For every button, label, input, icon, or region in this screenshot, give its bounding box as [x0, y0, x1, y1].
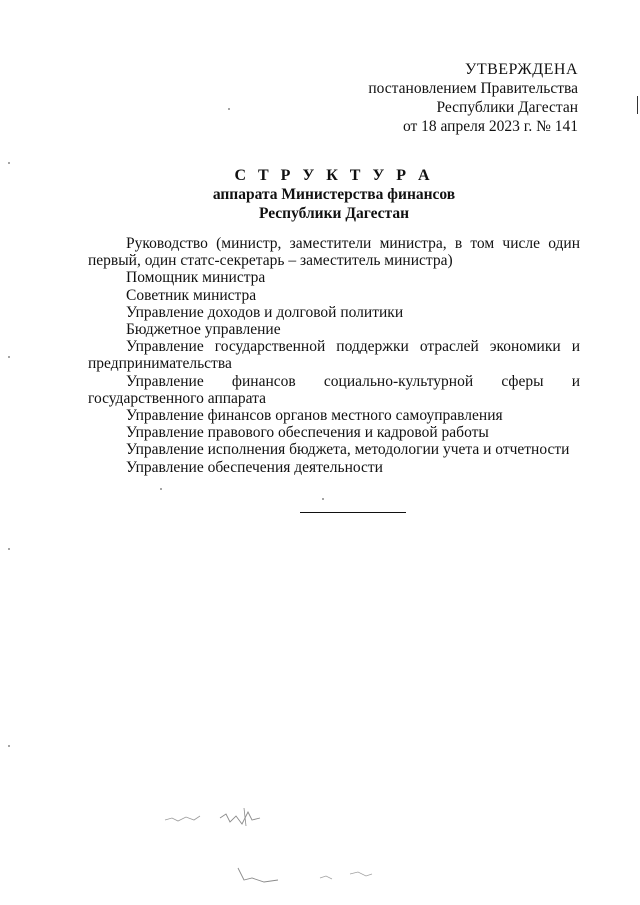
- document-heading: [88, 166, 580, 223]
- scan-speck: [8, 745, 10, 747]
- document-subtitle-2: Республики Дагестан: [258, 205, 410, 222]
- list-item: Управление обеспечения деятельности: [126, 458, 383, 476]
- list-item: Управление правового обеспечения и кадровой работы: [126, 424, 489, 442]
- approval-title: УТВЕРЖДЕНА: [464, 61, 578, 78]
- approval-line-1: постановлением Правительства: [368, 80, 578, 97]
- approval-line-2: Республики Дагестан: [436, 99, 578, 116]
- scan-smudge: [230, 860, 390, 890]
- scan-speck: [228, 108, 230, 110]
- list-item: Советник министра: [126, 286, 257, 304]
- scan-speck: [322, 498, 324, 500]
- list-item: Управление исполнения бюджета, методологии учета и отчетности: [126, 441, 570, 459]
- separator-line: [300, 512, 406, 513]
- scan-edge-mark: [637, 96, 638, 114]
- list-item: Управление финансов органов местного самоуправления: [126, 407, 503, 425]
- approval-line-3: от 18 апреля 2023 г. № 141: [402, 118, 578, 135]
- scan-speck: [8, 548, 10, 550]
- approval-stamp: [300, 60, 578, 136]
- structure-list: [88, 235, 580, 476]
- list-item: Управление государственной поддержки отраслей экономики и предпринимательства: [88, 338, 580, 373]
- scan-speck: [160, 488, 162, 490]
- list-item: Управление доходов и долговой политики: [126, 303, 404, 321]
- scan-speck: [8, 356, 10, 358]
- list-item: Руководство (министр, заместители министра, в том числе один первый, один статс-секретарь – заместитель министра): [88, 235, 580, 270]
- document-title: С Т Р У К Т У Р А: [234, 167, 434, 184]
- scan-smudge: [160, 800, 280, 830]
- list-item: Бюджетное управление: [126, 321, 281, 339]
- scan-speck: [8, 162, 10, 164]
- document-subtitle-1: аппарата Министерства финансов: [212, 186, 456, 203]
- list-item: Управление финансов социально-культурной сферы и государственного аппарата: [88, 372, 580, 407]
- list-item: Помощник министра: [126, 269, 266, 287]
